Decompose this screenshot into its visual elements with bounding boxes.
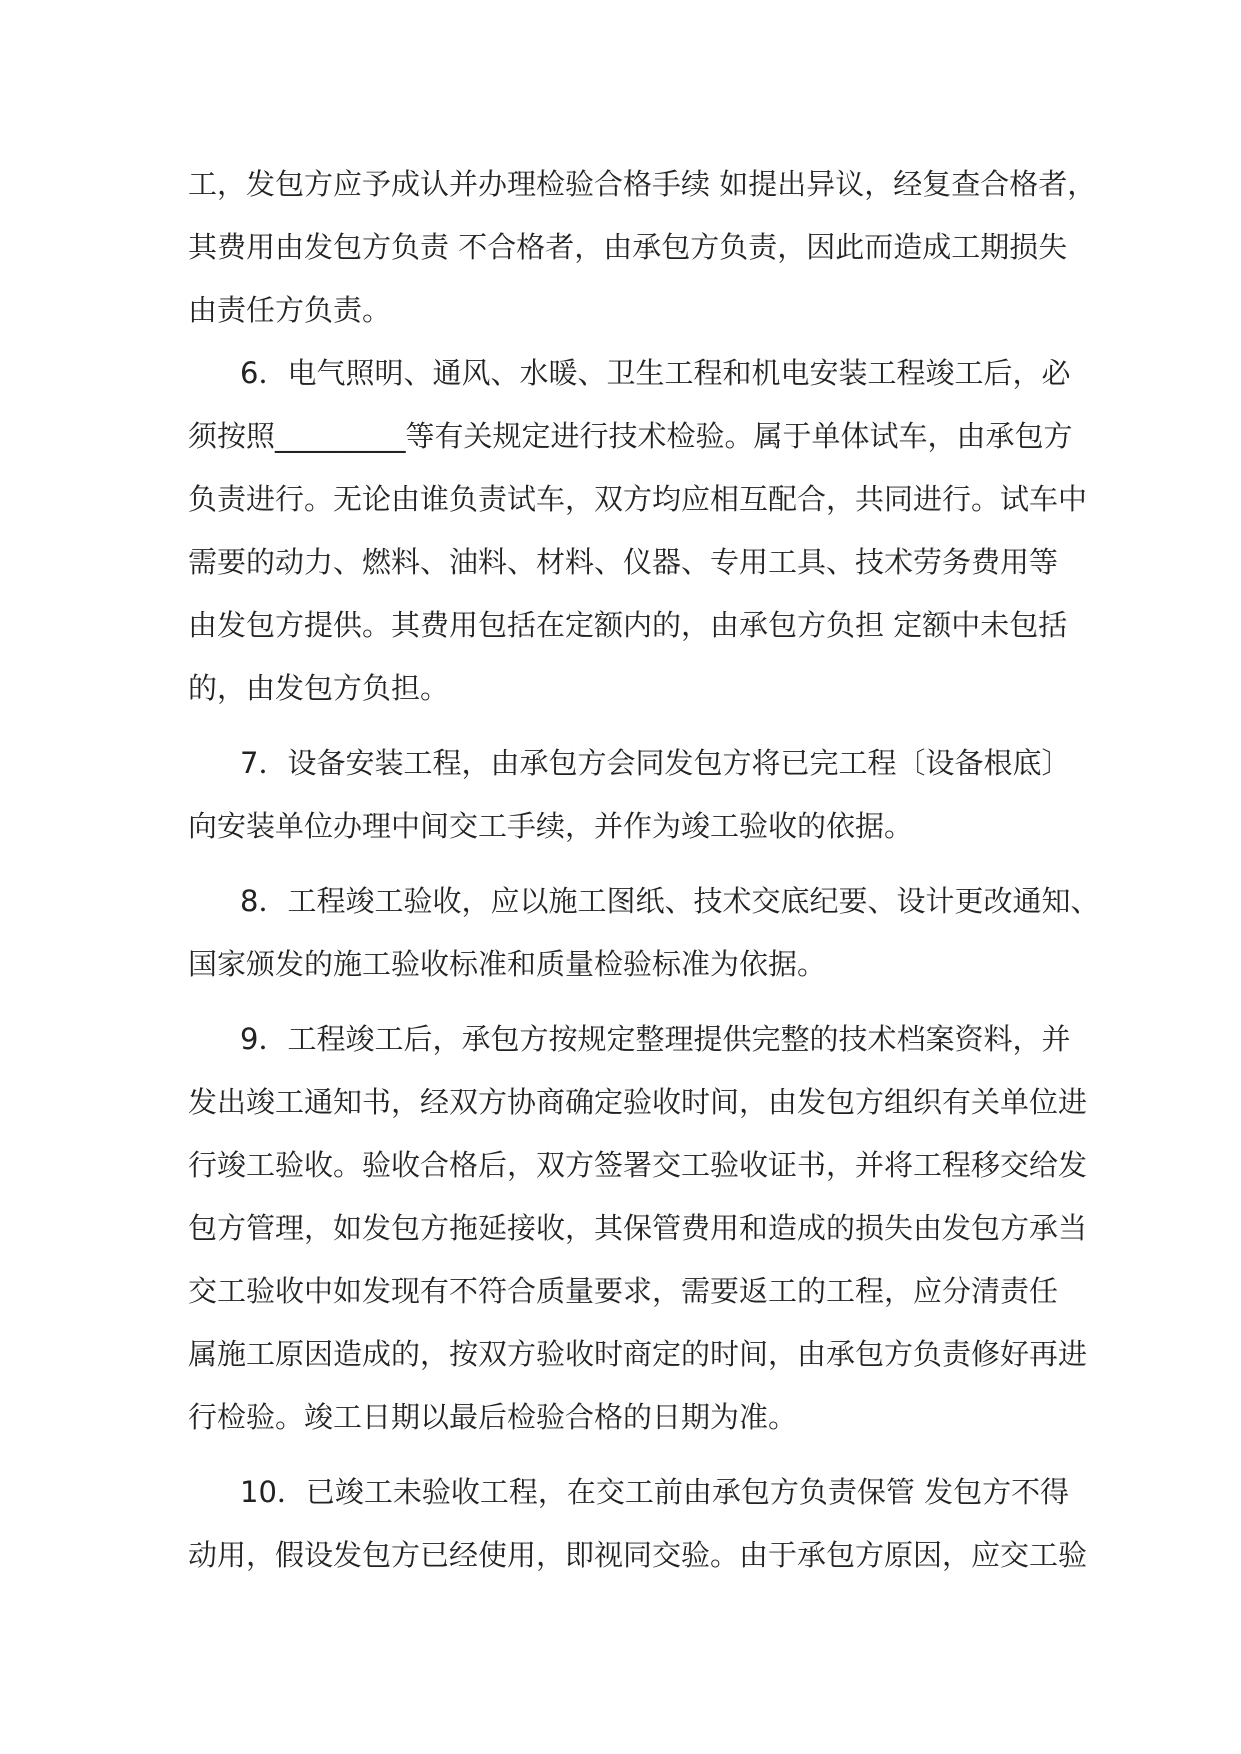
text-line: 其费用由发包方负责 不合格者，由承包方负责，因此而造成工期损失: [188, 230, 1068, 264]
text-line: 须按照_________等有关规定进行技术检验。属于单体试车，由承包方: [188, 419, 1073, 453]
paragraph-start-line: 7．设备安装工程，由承包方会同发包方将已完工程〔设备根底〕: [240, 746, 1071, 780]
text-line: 向安装单位办理中间交工手续，并作为竣工验收的依据。: [188, 809, 914, 843]
text-line: 发出竣工通知书，经双方协商确定验收时间，由发包方组织有关单位进: [188, 1085, 1088, 1119]
paragraph-start-line: 9．工程竣工后，承包方按规定整理提供完整的技术档案资料，并: [240, 1022, 1071, 1056]
text-line: 属施工原因造成的，按双方验收时商定的时间，由承包方负责修好再进: [188, 1337, 1088, 1371]
text-line: 的，由发包方负担。: [188, 671, 450, 705]
text-line: 包方管理，如发包方拖延接收，其保管费用和造成的损失由发包方承当: [188, 1211, 1088, 1245]
text-line: 工，发包方应予成认并办理检验合格手续 如提出异议，经复查合格者，: [188, 167, 1097, 201]
text-line: 国家颁发的施工验收标准和质量检验标准为依据。: [188, 947, 827, 981]
text-line: 负责进行。无论由谁负责试车，双方均应相互配合，共同进行。试车中: [188, 482, 1088, 516]
text-line: 由责任方负责。: [188, 293, 392, 327]
text-line: 由发包方提供。其费用包括在定额内的，由承包方负担 定额中未包括: [188, 608, 1068, 642]
text-line: 行检验。竣工日期以最后检验合格的日期为准。: [188, 1400, 798, 1434]
text-line: 行竣工验收。验收合格后，双方签署交工验收证书，并将工程移交给发: [188, 1148, 1088, 1182]
text-line: 需要的动力、燃料、油料、材料、仪器、专用工具、技术劳务费用等: [188, 545, 1059, 579]
paragraph-start-line: 6．电气照明、通风、水暖、卫生工程和机电安装工程竣工后，必: [240, 356, 1071, 390]
text-line: 动用，假设发包方已经使用，即视同交验。由于承包方原因，应交工验: [188, 1538, 1088, 1572]
paragraph-start-line: 8．工程竣工验收，应以施工图纸、技术交底纪要、设计更改通知、: [240, 884, 1100, 918]
text-line: 交工验收中如发现有不符合质量要求，需要返工的工程，应分清责任: [188, 1274, 1059, 1308]
paragraph-start-line: 10．已竣工未验收工程，在交工前由承包方负责保管 发包方不得: [240, 1475, 1070, 1509]
